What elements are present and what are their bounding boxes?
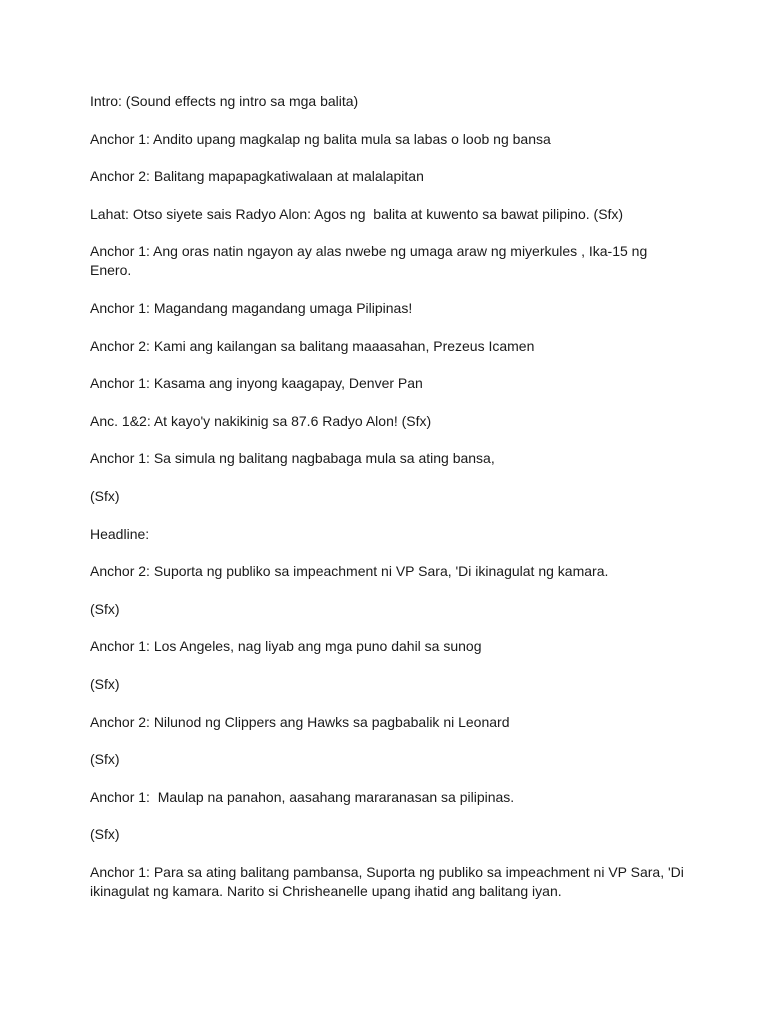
sfx-cue: (Sfx) [90,487,120,504]
script-line: Anchor 1: Para sa ating balitang pambansa, Suporta ng publiko sa impeachment ni VP Sara, 'Di ikinagulat ng kamara. Narito si Chrisheanelle upang ihatid ang balitang iyan. [90,863,688,899]
script-line: Anchor 1: Maulap na panahon, aasahang mararanasan sa pilipinas. [90,788,515,805]
script-line: Anchor 2: Nilunod ng Clippers ang Hawks sa pagbabalik ni Leonard [90,713,510,730]
script-line: Anchor 2: Balitang mapapagkatiwalaan at malalapitan [90,168,424,185]
sfx-cue: (Sfx) [90,675,120,692]
script-line: Anchor 2: Suporta ng publiko sa impeachment ni VP Sara, 'Di ikinagulat ng kamara. [90,563,609,580]
headline-label: Headline: [90,525,150,542]
script-body [90,92,690,919]
sfx-cue: (Sfx) [90,600,120,617]
script-line: Anchor 1: Magandang magandang umaga Pilipinas! [90,299,413,316]
script-line: Lahat: Otso siyete sais Radyo Alon: Agos ng balita at kuwento sa bawat pilipino. (Sfx) [90,205,624,222]
script-line: Anchor 1: Kasama ang inyong kaagapay, Denver Pan [90,375,423,392]
script-line: Anchor 1: Los Angeles, nag liyab ang mga puno dahil sa sunog [90,638,482,655]
script-line: Anchor 2: Kami ang kailangan sa balitang maaasahan, Prezeus Icamen [90,337,535,354]
script-line: Anchor 1: Sa simula ng balitang nagbabaga mula sa ating bansa, [90,450,495,467]
intro-line: Intro: (Sound effects ng intro sa mga balita) [90,93,359,109]
script-line: Anchor 1: Ang oras natin ngayon ay alas nwebe ng umaga araw ng miyerkules , Ika-15 ng Enero. [90,243,652,279]
sfx-cue: (Sfx) [90,826,120,843]
sfx-cue: (Sfx) [90,751,120,768]
script-line: Anchor 1: Andito upang magkalap ng balita mula sa labas o loob ng bansa [90,130,551,147]
script-line: Anc. 1&2: At kayo'y nakikinig sa 87.6 Radyo Alon! (Sfx) [90,412,432,429]
